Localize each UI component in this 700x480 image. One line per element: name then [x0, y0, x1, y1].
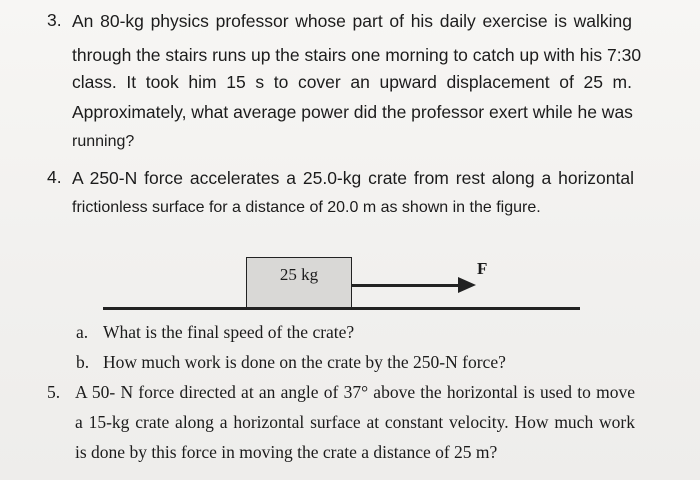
crate-box — [246, 257, 352, 309]
subquestion-a-label: a. — [76, 322, 89, 342]
problem-4-number: 4. — [47, 167, 62, 187]
problem-3-line-4: Approximately, what average power did the professor exert while he was — [72, 102, 633, 122]
problem-3-line-1: An 80-kg physics professor whose part of his daily exercise is walking — [72, 11, 632, 31]
problem-5-number: 5. — [47, 382, 61, 402]
crate-mass-label: 25 kg — [279, 265, 319, 284]
problem-3-number: 3. — [47, 10, 62, 30]
problem-4-line-1: A 250-N force accelerates a 25.0-kg crate from rest along a horizontal — [72, 168, 634, 188]
horizontal-surface — [103, 307, 580, 310]
problem-3-line-3: class. It took him 15 s to cover an upward displacement of 25 m. — [72, 72, 632, 92]
problem-3-line-5: running? — [72, 133, 135, 150]
problem-4-line-2: frictionless surface for a distance of 20.0 m as shown in the figure. — [72, 199, 541, 216]
problem-5-line-3: is done by this force in moving the crate a distance of 25 m? — [75, 442, 498, 462]
force-arrow-shaft — [352, 284, 460, 287]
problem-3-line-2: through the stairs runs up the stairs one morning to catch up with his 7:30 — [72, 45, 642, 65]
problem-5-line-1: A 50- N force directed at an angle of 37° above the horizontal is used to move — [75, 382, 635, 402]
problem-5-line-2: a 15-kg crate along a horizontal surface at constant velocity. How much work — [75, 412, 635, 432]
force-label: F — [477, 259, 488, 278]
force-arrow-head-icon — [458, 277, 476, 293]
subquestion-b-text: How much work is done on the crate by the 250-N force? — [103, 352, 506, 372]
subquestion-a-text: What is the final speed of the crate? — [103, 322, 355, 342]
subquestion-b-label: b. — [76, 352, 90, 372]
